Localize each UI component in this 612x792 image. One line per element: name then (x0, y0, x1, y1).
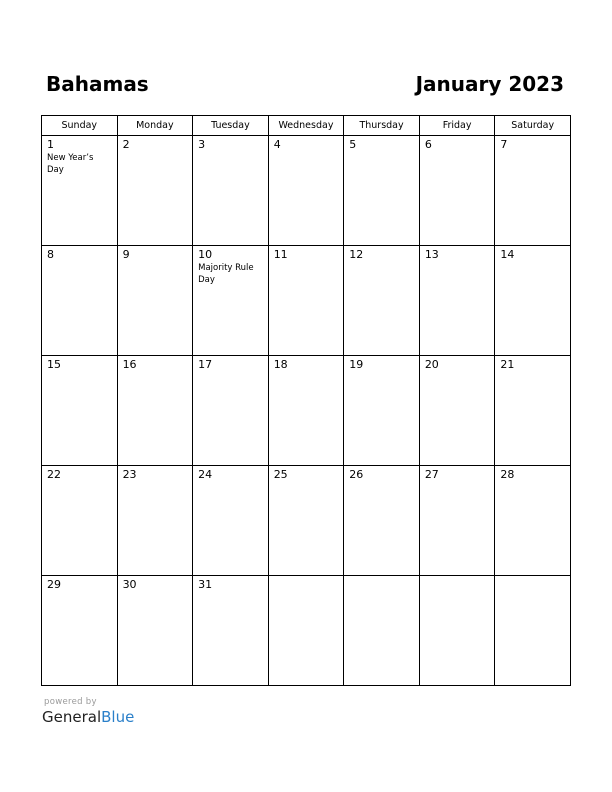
day-cell (117, 576, 193, 686)
day-cell (419, 356, 495, 466)
day-cell (268, 466, 344, 576)
calendar-body (42, 136, 571, 686)
day-number: 5 (349, 138, 357, 151)
day-number: 10 (198, 248, 213, 261)
day-cell (42, 246, 118, 356)
day-number: 17 (198, 358, 213, 371)
day-number: 14 (500, 248, 515, 261)
empty-day-cell (495, 576, 571, 686)
day-number: 8 (47, 248, 54, 261)
day-number: 25 (273, 468, 288, 481)
day-cell (193, 246, 269, 356)
day-cell (117, 356, 193, 466)
weekday-header: Sunday (42, 116, 118, 136)
day-number: 26 (349, 468, 364, 481)
month-title: January 2023 (415, 72, 564, 96)
generalblue-logo (42, 707, 134, 727)
powered-by-text: powered by (44, 697, 97, 707)
day-cell (344, 136, 420, 246)
calendar-grid (41, 115, 571, 686)
day-number: 29 (47, 578, 61, 591)
week-row (42, 356, 571, 466)
day-cell (344, 246, 420, 356)
day-cell (344, 466, 420, 576)
day-cell (117, 466, 193, 576)
day-cell (344, 356, 420, 466)
logo-general-text: General (42, 708, 102, 726)
empty-day-cell (344, 576, 420, 686)
empty-day-cell (419, 576, 495, 686)
day-number: 11 (273, 248, 288, 261)
day-cell (495, 136, 571, 246)
day-number: 9 (122, 248, 130, 261)
day-number: 27 (424, 468, 439, 481)
weekday-header: Friday (419, 116, 495, 136)
holiday-label: New Year’s Day (47, 153, 94, 175)
day-cell (193, 136, 269, 246)
day-cell (495, 356, 571, 466)
day-number: 20 (424, 358, 439, 371)
day-number: 18 (273, 358, 288, 371)
day-cell (42, 466, 118, 576)
weekday-header: Wednesday (268, 116, 344, 136)
day-number: 4 (273, 138, 281, 151)
day-cell (193, 576, 269, 686)
day-cell (268, 136, 344, 246)
day-number: 28 (500, 468, 515, 481)
day-number: 3 (198, 138, 206, 151)
day-number: 22 (47, 468, 61, 481)
weekday-header: Saturday (495, 116, 571, 136)
weekday-header: Tuesday (193, 116, 269, 136)
day-cell (419, 246, 495, 356)
week-row (42, 246, 571, 356)
day-cell (117, 136, 193, 246)
day-number: 31 (198, 578, 213, 591)
day-cell (495, 466, 571, 576)
day-cell (117, 246, 193, 356)
day-number: 6 (424, 138, 432, 151)
day-cell (268, 246, 344, 356)
weekday-header: Monday (117, 116, 193, 136)
day-number: 7 (500, 138, 508, 151)
day-number: 24 (198, 468, 213, 481)
day-cell (419, 136, 495, 246)
day-cell (495, 246, 571, 356)
day-cell (193, 356, 269, 466)
day-number: 23 (122, 468, 137, 481)
day-number: 30 (122, 578, 137, 591)
brand-footer (42, 697, 134, 727)
holiday-label: Majority Rule Day (198, 263, 254, 285)
day-number: 13 (424, 248, 439, 261)
day-number: 1 (47, 138, 54, 151)
week-row (42, 136, 571, 246)
day-cell (419, 466, 495, 576)
day-number: 2 (122, 138, 130, 151)
day-number: 16 (122, 358, 137, 371)
day-number: 12 (349, 248, 364, 261)
day-cell (42, 356, 118, 466)
week-row (42, 576, 571, 686)
day-cell (42, 576, 118, 686)
day-number: 21 (500, 358, 515, 371)
weekday-header-row (42, 116, 571, 136)
day-cell (42, 136, 118, 246)
day-cell (268, 356, 344, 466)
week-row (42, 466, 571, 576)
weekday-header: Thursday (344, 116, 420, 136)
country-title: Bahamas (46, 72, 149, 96)
day-number: 15 (47, 358, 61, 371)
logo-blue-text: Blue (101, 708, 135, 726)
day-number: 19 (349, 358, 364, 371)
day-cell (193, 466, 269, 576)
empty-day-cell (268, 576, 344, 686)
